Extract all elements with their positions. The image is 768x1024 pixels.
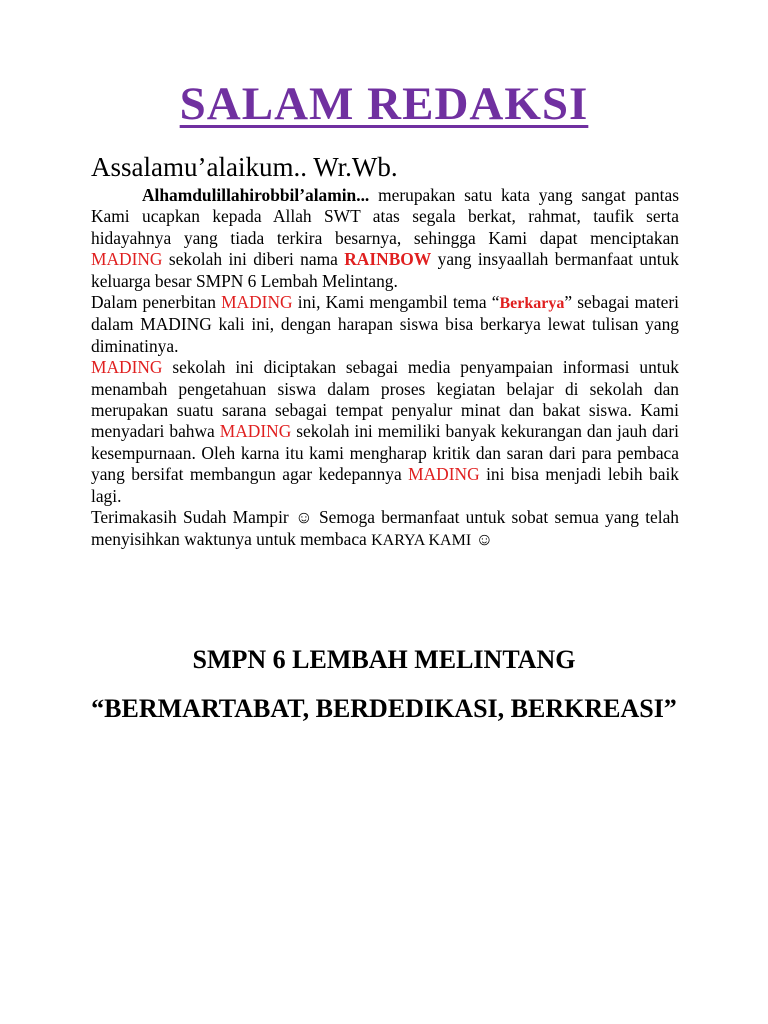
rainbow-highlight: RAINBOW	[344, 249, 432, 270]
school-name: SMPN 6 LEMBAH MELINTANG	[192, 645, 576, 674]
theme-highlight: Berkarya	[499, 295, 565, 313]
paragraph-4-text-a: Terimakasih Sudah Mampir ☺ Semoga bermanfaat untuk sobat semua yang telah menyisihkan waktunya untuk membaca	[91, 507, 679, 549]
paragraph-2-text-c: ” sebagai materi dalam MADING kali ini, dengan harapan siswa bisa berkarya lewat tulisan yang diminatinya.	[91, 292, 679, 356]
paragraph-3	[91, 357, 679, 507]
paragraph-3-text-a: sekolah ini diciptakan sebagai media penyampaian informasi untuk menambah pengetahuan siswa dalam proses kegiatan belajar di sekolah dan merupakan suatu sarana sebagai tempat penyalur minat dan bakat siswa. Kami menyadari bahwa	[91, 357, 679, 442]
paragraph-2	[91, 292, 679, 357]
school-motto: “BERMARTABAT, BERDEDIKASI, BERKREASI”	[91, 694, 677, 723]
paragraph-1-text-c: yang insyaallah bermanfaat untuk keluarga besar SMPN 6 Lembah Melintang.	[91, 249, 679, 291]
paragraph-3-text-b: sekolah ini memiliki banyak kekurangan dan jauh dari kesempurnaan. Oleh karna itu kami mengharap kritik dan saran dari para pembaca yang bersifat membangun agar kedepannya	[91, 421, 679, 485]
page-title: SALAM REDAKSI	[179, 78, 589, 130]
paragraph-1	[91, 185, 679, 292]
paragraph-1-text-b: sekolah ini diberi nama	[162, 249, 345, 270]
mading-highlight: MADING	[91, 357, 163, 378]
mading-highlight: MADING	[91, 249, 163, 270]
mading-highlight: MADING	[219, 421, 292, 442]
paragraph-2-text-a: Dalam penerbitan	[91, 292, 222, 313]
paragraph-1-lead: Alhamdulillahirobbil’alamin...	[142, 185, 370, 205]
paragraph-4-text-b: ☺	[471, 528, 494, 549]
paragraph-2-text-b: ini, Kami mengambil tema “	[292, 292, 500, 313]
greeting: Assalamu’alaikum.. Wr.Wb.	[91, 152, 398, 182]
mading-highlight: MADING	[408, 464, 480, 485]
paragraph-1-text-a: merupakan satu kata yang sangat pantas Kami ucapkan kepada Allah SWT atas segala berkat, rahmat, taufik serta hidayahnya yang tiada terkira besarnya, sehingga Kami dapat menciptakan	[91, 185, 679, 248]
paragraph-4	[91, 507, 679, 551]
editorial-body	[91, 185, 679, 551]
karya-kami: KARYA KAMI	[371, 531, 472, 549]
mading-highlight: MADING	[221, 292, 293, 313]
paragraph-3-text-c: ini bisa menjadi lebih baik lagi.	[91, 464, 679, 506]
